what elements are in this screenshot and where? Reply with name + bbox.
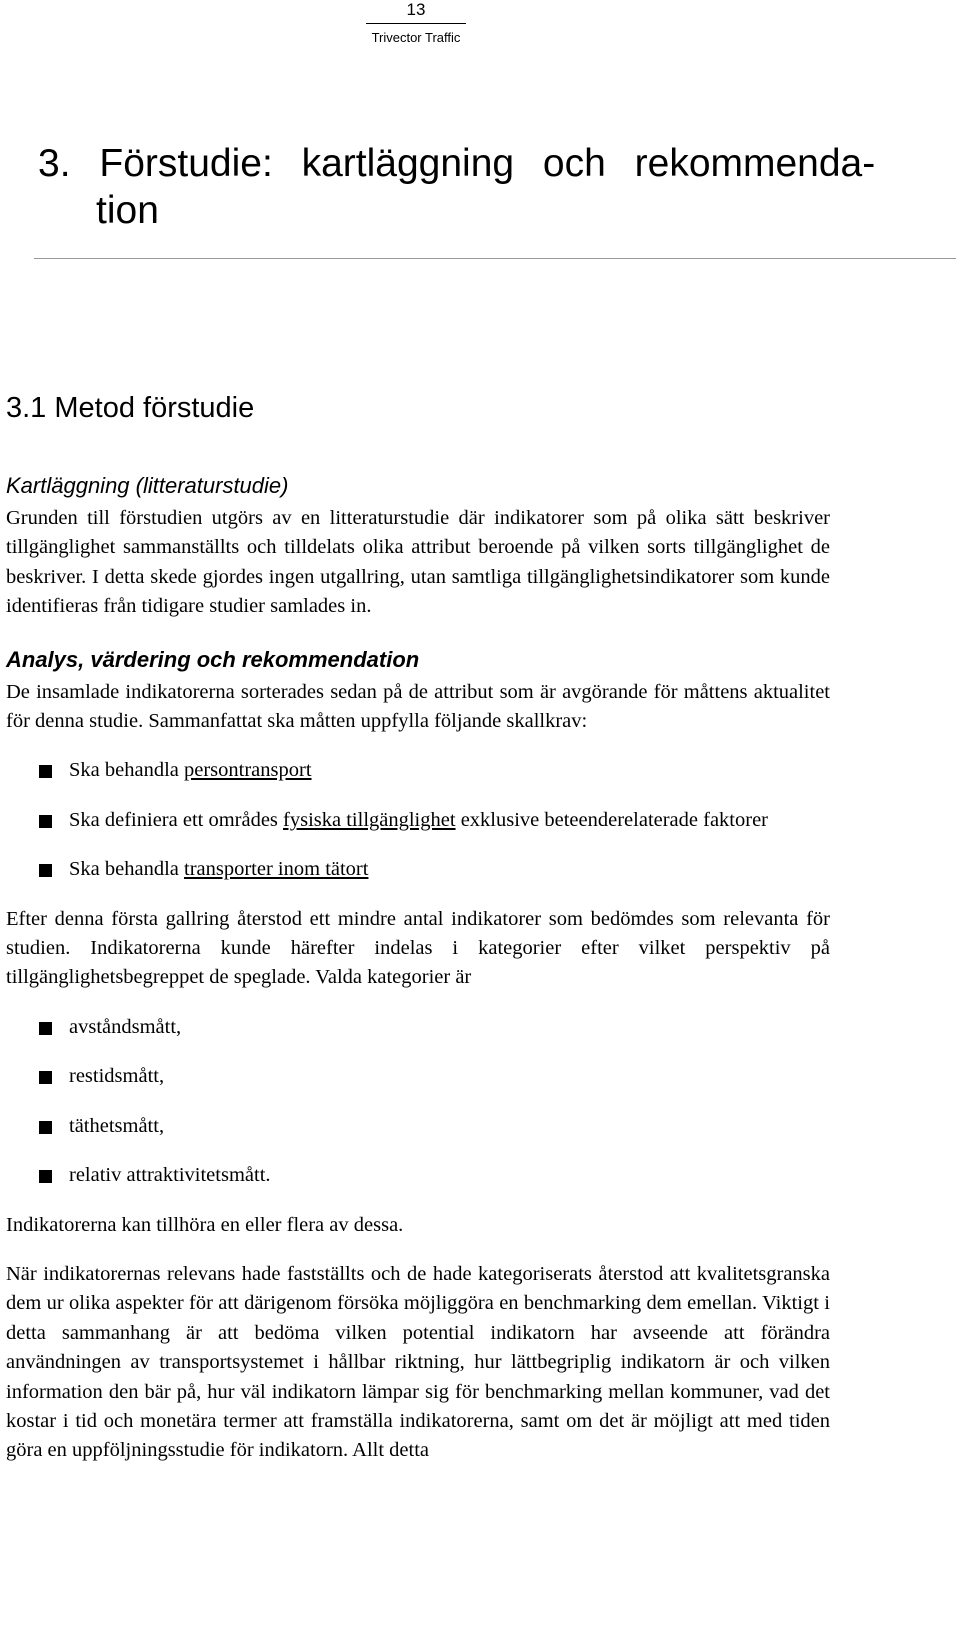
categories-list [6,1013,830,1191]
bullet-square-icon [39,1170,52,1183]
section-title: 3.1 Metod förstudie [6,392,255,424]
kartlaggning-heading: Kartläggning (litteraturstudie) [6,473,289,498]
list-item: restidsmått, [6,1062,830,1091]
chapter-title [38,140,938,234]
list-item: relativ attraktivitetsmått. [6,1161,830,1190]
analys-paragraph-4: När indikatorernas relevans hade fastställts och de hade kategoriserats återstod att kvalitetsgranska dem ur olika aspekter för att därigenom försöka möjliggöra en benchmarking dem emellan. Viktigt i detta sammanhang är att bedöma vilken potential indikatorn har avseende att förändra användningen av transportsystemet i hållbar riktning, hur lättbegriplig indikatorn är och vilken information den bär på, hur väl indikatorn lämpar sig för benchmarking mellan kommuner, vad det kostar i tid och monetära termer att framställa indikatorerna, samt om det är möjligt att med tiden göra en uppföljningsstudie för indikatorn. Allt detta [6,1262,830,1462]
bullet-square-icon [39,1121,52,1134]
list-item: Ska definiera ett områdes fysiska tillgänglighet exklusive beteenderelaterade faktorer [6,806,830,835]
underlined-term: transporter inom tätort [184,858,369,881]
bullet-square-icon [39,815,52,828]
analys-paragraph: De insamlade indikatorerna sorterades sedan på de attribut som är avgörande för måttens aktualitet för denna studie. Sammanfattat ska måtten uppfylla följande skallkrav: [6,680,830,733]
header-rule [366,23,466,24]
underlined-term: fysiska tillgänglighet [283,808,456,831]
page-header [366,0,466,46]
chapter-title-line1 [38,142,875,185]
underlined-term: persontransport [184,759,312,782]
analys-heading: Analys, värdering och rekommendation [6,646,420,672]
list-item: täthetsmått, [6,1112,830,1141]
header-company: Trivector Traffic [371,30,461,45]
requirements-list [6,756,830,884]
page-number: 13 [406,0,426,19]
bullet-square-icon [39,765,52,778]
list-item: Ska behandla transporter inom tätort [6,855,830,884]
list-item: avståndsmått, [6,1013,830,1042]
list-item: Ska behandla persontransport [6,756,830,785]
body-content [6,472,830,1466]
chapter-number: 3. [38,142,71,185]
bullet-square-icon [39,1022,52,1035]
chapter-title-line2: tion [96,189,159,232]
chapter-divider [34,258,956,259]
analys-paragraph-3: Indikatorerna kan tillhöra en eller flera av dessa. [6,1213,404,1236]
bullet-square-icon [39,864,52,877]
chapter-title-text: Förstudie: kartläggning och rekommenda- [99,142,876,185]
analys-paragraph-2: Efter denna första gallring återstod ett mindre antal indikatorer som bedömdes som relevanta för studien. Indikatorerna kunde härefter indelas i kategorier efter vilket perspektiv på tillgänglighetsbegreppet de speglade. Valda kategorier är [6,907,830,989]
kartlaggning-paragraph: Grunden till förstudien utgörs av en litteraturstudie där indikatorer som på olika sätt beskriver tillgänglighet sammanställts och tilldelats olika attribut beroende på vilken sorts tillgänglighet de beskriver. I detta skede gjordes ingen utgallring, utan samtliga tillgänglighetsindikatorer som kunde identifieras från tidigare studier samlades in. [6,507,830,618]
bullet-square-icon [39,1071,52,1084]
